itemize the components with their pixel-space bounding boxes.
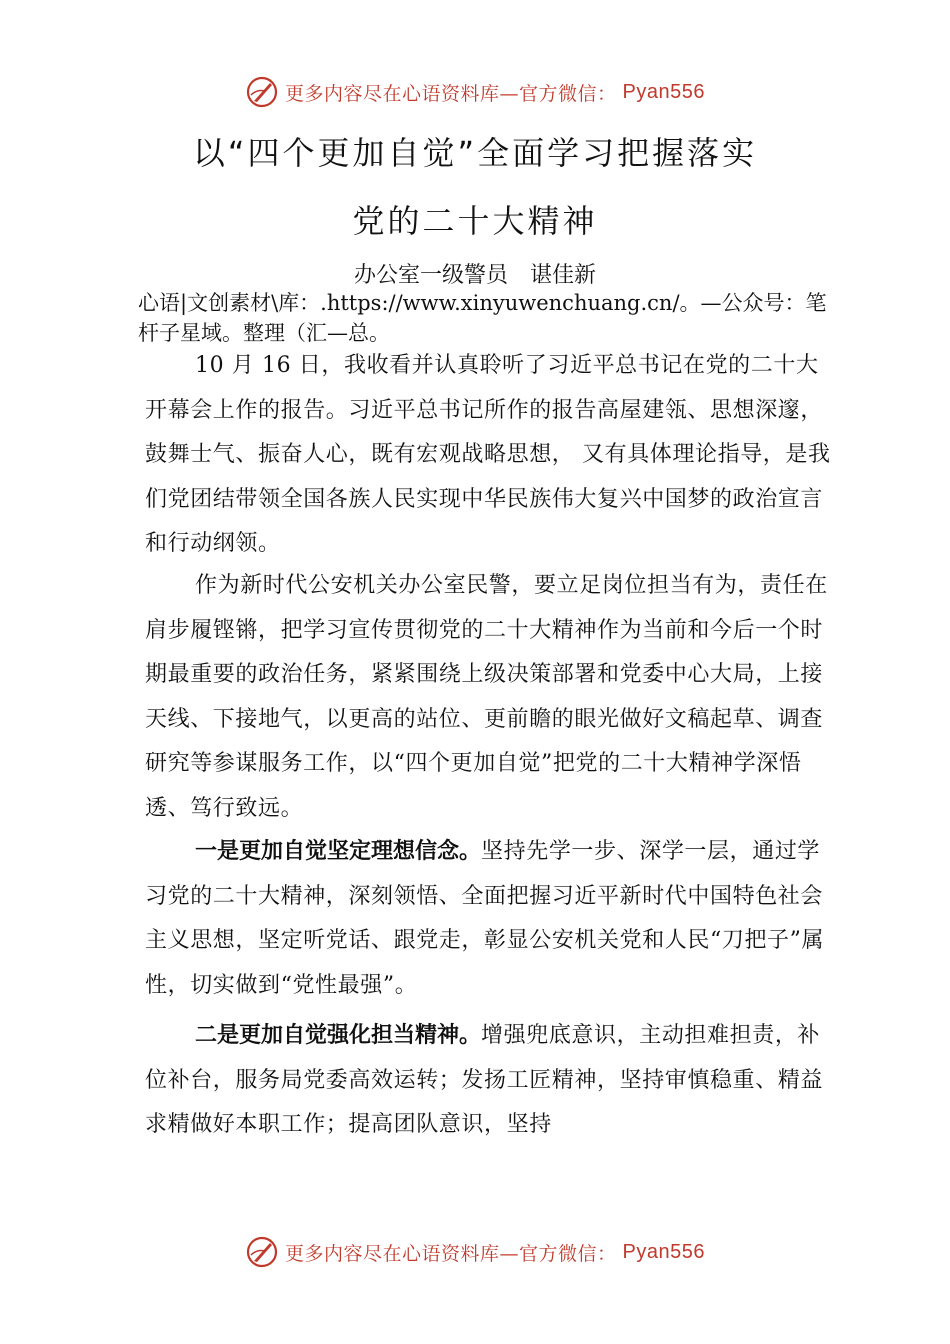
source-note: 心语|文创素材\库：.https://www.xinyuwenchuang.cn/。—公众号：笔杆子星域。整理（汇—总。 bbox=[138, 291, 827, 345]
paragraph-4-lead: 二是更加自觉强化担当精神。 bbox=[195, 1023, 482, 1048]
paragraph-4-text: 增强兜底意识，主动担难担责，补位补台，服务局党委高效运转；发扬工匠精神，坚持审慎稳重、精益求精做好本职工作；提高团队意识，坚持 bbox=[145, 1023, 824, 1137]
bottom-watermark-banner bbox=[0, 1232, 950, 1272]
paragraph-2 bbox=[145, 564, 835, 831]
quill-pen-logo-icon bbox=[245, 1235, 279, 1269]
paragraph-4 bbox=[145, 1014, 835, 1148]
paragraph-3 bbox=[145, 830, 835, 1008]
banner-text: 更多内容尽在心语资料库—官方微信： bbox=[285, 1242, 617, 1265]
banner-text: 更多内容尽在心语资料库—官方微信： bbox=[285, 82, 617, 105]
banner-wechat-id: Pyan556 bbox=[622, 80, 705, 103]
banner-wechat-id: Pyan556 bbox=[622, 1240, 705, 1263]
paragraph-1 bbox=[145, 344, 835, 567]
paragraph-3-text: 坚持先学一步、深学一层，通过学习党的二十大精神，深刻领悟、全面把握习近平新时代中国特色社会主义思想，坚定听党话、跟党走，彰显公安机关党和人民“刀把子”属性，切实做到“党性最强”。 bbox=[145, 839, 825, 998]
paragraph-1-text: 10 月 16 日，我收看并认真聆听了习近平总书记在党的二十大开幕会上作的报告。习近平总书记所作的报告高屋建瓴、思想深邃，鼓舞士气、振奋人心，既有宏观战略思想， 又有具体理论指导，是我们党团结带领全国各族人民实现中华民族伟大复兴中国梦的政治宣言和行动纲领。 bbox=[145, 353, 831, 556]
author-line: 办公室一级警员 谌佳新 bbox=[353, 263, 596, 288]
document-title-line-1: 以“四个更加自觉”全面学习把握落实 bbox=[192, 134, 758, 172]
paragraph-2-text: 作为新时代公安机关办公室民警，要立足岗位担当有为，责任在肩步履铿锵，把学习宣传贯彻党的二十大精神作为当前和今后一个时期最重要的政治任务，紧紧围绕上级决策部署和党委中心大局，上接天线、下接地气，以更高的站位、更前瞻的眼光做好文稿起草、调查研究等参谋服务工作，以“四个更加自觉”把党的二十大精神学深悟透、笃行致远。 bbox=[145, 573, 828, 821]
paragraph-3-lead: 一是更加自觉坚定理想信念。 bbox=[195, 839, 482, 864]
document-title-line-2: 党的二十大精神 bbox=[352, 202, 598, 240]
quill-pen-logo-icon bbox=[245, 75, 279, 109]
top-watermark-banner bbox=[0, 72, 950, 112]
